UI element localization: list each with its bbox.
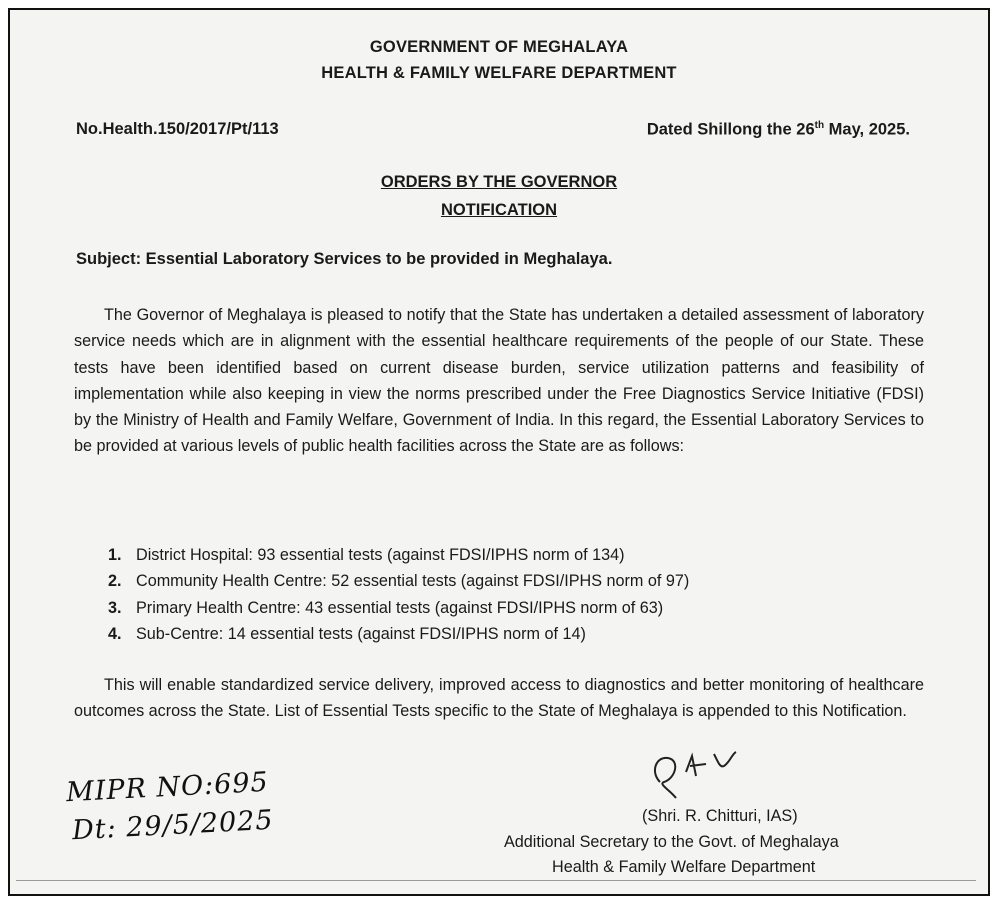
scan-artifact-line (16, 880, 976, 881)
orders-title: ORDERS BY THE GOVERNOR (380, 173, 618, 191)
govt-heading: GOVERNMENT OF MEGHALAYA (369, 38, 629, 56)
list-item (108, 621, 689, 647)
dated-line (647, 120, 910, 140)
reference-number: No.Health.150/2017/Pt/113 (76, 120, 279, 138)
list-item-text: District Hospital: 93 essential tests (against FDSI/IPHS norm of 134) (136, 546, 625, 564)
document-page (8, 8, 990, 896)
department-heading: HEALTH & FAMILY WELFARE DEPARTMENT (321, 64, 677, 82)
dated-suffix: May, 2025. (824, 120, 910, 139)
list-item (108, 542, 689, 568)
list-item-number: 3. (108, 598, 122, 617)
signatory-designation: Additional Secretary to the Govt. of Meghalaya (504, 833, 839, 851)
signatory-name: (Shri. R. Chitturi, IAS) (642, 807, 798, 825)
lab-services-list (108, 542, 689, 647)
body-paragraph-1: The Governor of Meghalaya is pleased to notify that the State has undertaken a detailed assessment of laboratory service needs which are in alignment with the essential healthcare requirements of the people of our State. These tests have been identified based on current disease burden, service utilization patterns and feasibility of implementation while also keeping in view the norms prescribed under the Free Diagnostics Service Initiative (FDSI) by the Ministry of Health and Family Welfare, Government of India. In this regard, the Essential Laboratory Services to be provided at various levels of public health facilities across the State are as follows: (74, 306, 924, 456)
list-item (108, 595, 689, 621)
dated-superscript: th (814, 120, 825, 131)
list-item-text: Primary Health Centre: 43 essential tests (against FDSI/IPHS norm of 63) (136, 598, 664, 617)
notification-title: NOTIFICATION (440, 201, 558, 219)
list-item-number: 2. (108, 572, 122, 591)
dated-prefix: Dated Shillong the 26 (646, 120, 815, 139)
list-item (108, 568, 689, 594)
list-item-text: Sub-Centre: 14 essential tests (against FDSI/IPHS norm of 14) (136, 624, 586, 643)
signature-scribble (646, 742, 776, 804)
signatory-department: Health & Family Welfare Department (552, 858, 816, 876)
subject-line: Subject: Essential Laboratory Services to be provided in Meghalaya. (76, 250, 613, 268)
handwritten-mipr-number: MIPR NO:695 (65, 766, 270, 809)
handwritten-date: Dt: 29/5/2025 (71, 804, 275, 847)
list-item-number: 4. (108, 624, 122, 643)
body-paragraph-2: This will enable standardized service delivery, improved access to diagnostics and better monitoring of healthcare outcomes across the State. List of Essential Tests specific to the State of Meghalaya is appended to this Notification. (74, 676, 924, 721)
list-item-number: 1. (108, 546, 122, 564)
list-item-text: Community Health Centre: 52 essential tests (against FDSI/IPHS norm of 97) (136, 572, 690, 591)
